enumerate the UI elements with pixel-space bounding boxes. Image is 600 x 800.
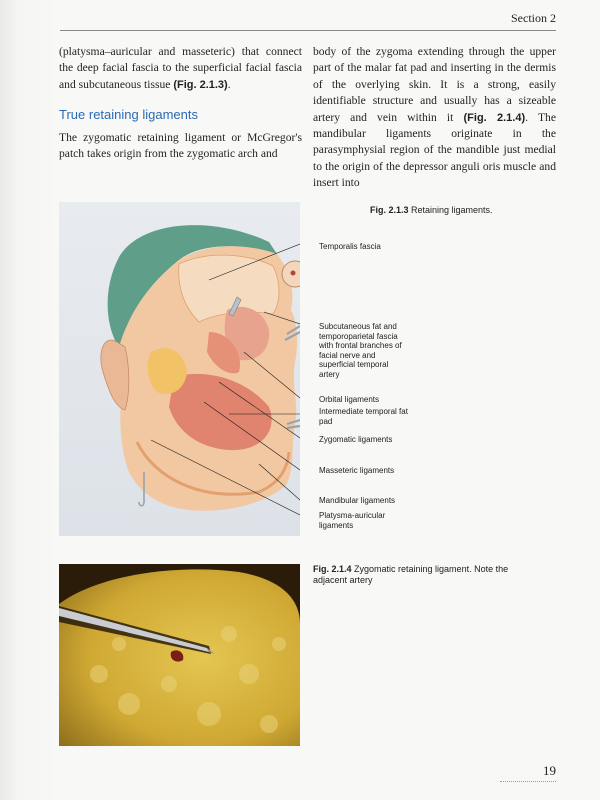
- caption-label: Fig. 2.1.4: [313, 564, 352, 574]
- text-run: . The mandibular ligaments originate in the parasymphysial region of the mandible just medial to the origin of the depressor anguli oris muscle and insert into: [313, 110, 556, 190]
- left-text-column: [59, 44, 302, 162]
- text-run: body of the zygoma extending through the upper part of the malar fat pad and inserting in the dermis of the overlying skin. It is a strong, easily identifiable structure and usually has a sizeable artery and vein within it: [313, 45, 556, 124]
- caption-text: Retaining ligaments.: [408, 205, 493, 215]
- left-paragraph-1: [59, 44, 302, 93]
- face-illustration: [59, 202, 300, 536]
- inset-dot: [291, 271, 296, 276]
- label-masseteric-ligaments: Masseteric ligaments: [319, 466, 395, 475]
- ear: [101, 340, 129, 410]
- label-platysma-auricular: Platysma-auricular ligaments: [319, 511, 386, 530]
- figure-reference: (Fig. 2.1.3): [173, 78, 228, 91]
- running-header: [60, 8, 556, 31]
- label-temporalis-fascia: Temporalis fascia: [319, 242, 381, 251]
- section-label: Section 2: [511, 11, 556, 25]
- page-number-rule: [500, 781, 556, 782]
- left-paragraph-2: The zygomatic retaining ligament or McGregor's patch takes origin from the zygomatic arch and: [59, 130, 302, 161]
- figure-213-illustration: [59, 202, 300, 536]
- text-run: .: [227, 77, 231, 91]
- page-number: 19: [543, 763, 556, 778]
- label-intermediate-fat-pad: Intermediate temporal fat pad: [319, 407, 408, 426]
- right-text-column: [313, 44, 556, 192]
- figure-214-photo: [59, 564, 300, 746]
- figure-213-callouts: [300, 202, 410, 536]
- label-mandibular-ligaments: Mandibular ligaments: [319, 496, 396, 505]
- caption-label: Fig. 2.1.3: [370, 205, 409, 215]
- surgical-photo: [59, 564, 300, 746]
- figure-214-caption: [313, 564, 533, 586]
- label-zygomatic-ligaments: Zygomatic ligaments: [319, 435, 393, 444]
- label-orbital-ligaments: Orbital ligaments: [319, 395, 380, 404]
- figure-reference: (Fig. 2.1.4): [463, 111, 526, 124]
- section-heading: True retaining ligaments: [59, 107, 198, 123]
- caption-text: Zygomatic retaining ligament. Note the adjacent artery: [313, 564, 509, 585]
- label-subcutaneous-fat: Subcutaneous fat and temporoparietal fascia with frontal branches of facial nerve and superficial temporal artery: [319, 322, 402, 379]
- text-run: (platysma–auricular and masseteric) that connect the deep facial fascia to the superficial facial fascia and subcutaneous tissue: [59, 45, 302, 91]
- right-paragraph-1: [313, 44, 556, 192]
